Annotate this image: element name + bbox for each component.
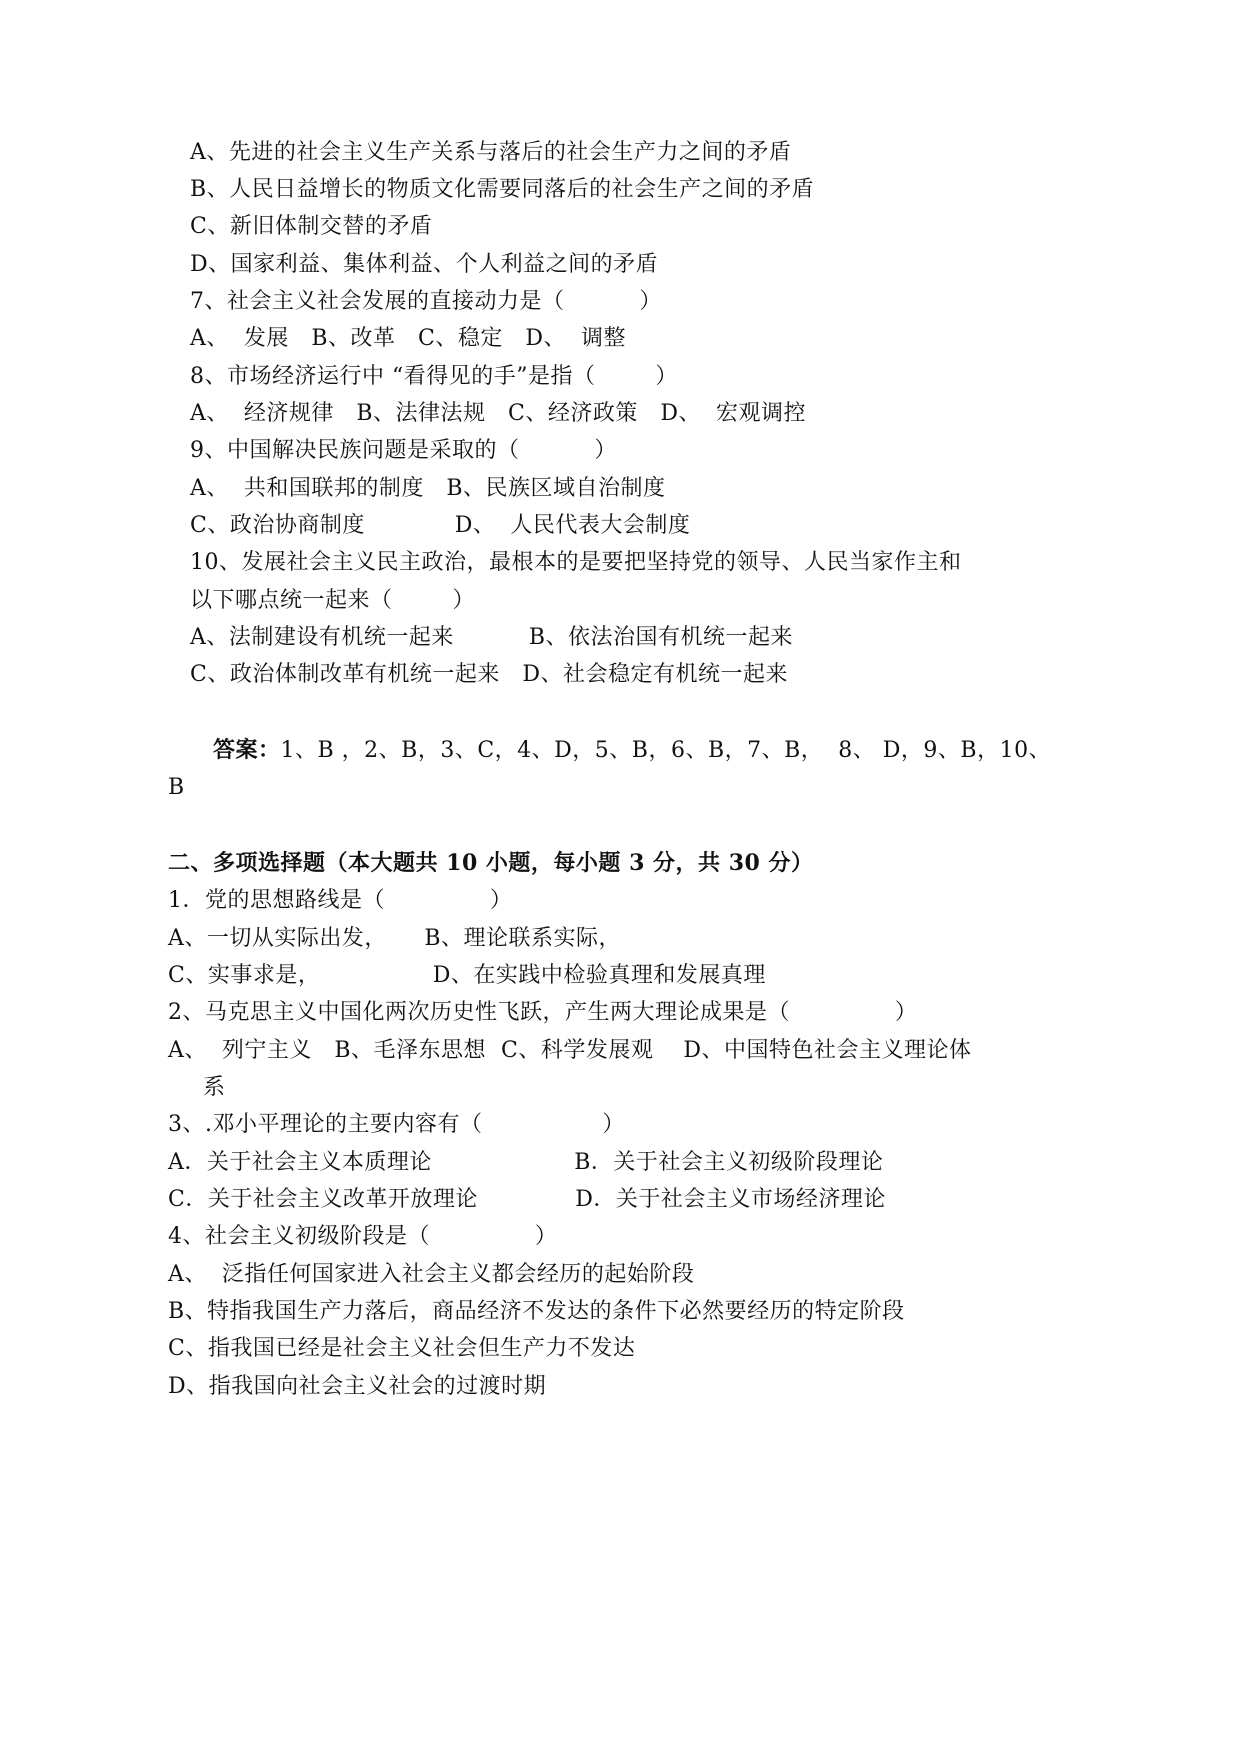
mq1-options-ab: A、一切从实际出发， B、理论联系实际，: [168, 926, 622, 951]
q9-options-cd: C、政治协商制度 D、 人民代表大会制度: [190, 513, 691, 538]
q9-options-ab: A、 共和国联邦的制度 B、民族区域自治制度: [190, 476, 666, 501]
answer-key-continued: B: [168, 775, 185, 800]
q8-stem: 8、市场经济运行中 “看得见的手”是指（ ）: [190, 364, 678, 389]
mq1-options-cd: C、实事求是， D、在实践中检验真理和发展真理: [168, 963, 766, 988]
q10-stem-continued: 以下哪点统一起来（ ）: [190, 588, 475, 613]
mq4-option-d: D、指我国向社会主义社会的过渡时期: [168, 1374, 547, 1399]
mq2-stem: 2、马克思主义中国化两次历史性飞跃，产生两大理论成果是（ ）: [168, 1000, 918, 1025]
mq2-options-continued: 系: [203, 1075, 226, 1100]
q10-stem: 10、发展社会主义民主政治，最根本的是要把坚持党的领导、人民当家作主和: [190, 550, 962, 575]
mq3-stem: 3、.邓小平理论的主要内容有（ ）: [168, 1112, 625, 1137]
mq4-option-b: B、特指我国生产力落后，商品经济不发达的条件下必然要经历的特定阶段: [168, 1299, 905, 1324]
q7-options: A、 发展 B、改革 C、稳定 D、 调整: [190, 326, 626, 351]
section-two-heading: 二、多项选择题（本大题共 10 小题，每小题 3 分，共 30 分）: [168, 850, 814, 876]
q7-stem: 7、社会主义社会发展的直接动力是（ ）: [190, 289, 662, 314]
q10-options-cd: C、政治体制改革有机统一起来 D、社会稳定有机统一起来: [190, 662, 788, 687]
q6-option-d: D、国家利益、集体利益、个人利益之间的矛盾: [190, 252, 659, 277]
q8-options: A、 经济规律 B、法律法规 C、经济政策 D、 宏观调控: [190, 401, 806, 426]
q10-options-ab: A、法制建设有机统一起来 B、依法治国有机统一起来: [190, 625, 793, 650]
answer-key: [213, 735, 1051, 766]
q6-option-b: B、人民日益增长的物质文化需要同落后的社会生产之间的矛盾: [190, 177, 815, 202]
mq4-stem: 4、社会主义初级阶段是（ ）: [168, 1224, 558, 1249]
mq4-option-c: C、指我国已经是社会主义社会但生产力不发达: [168, 1336, 636, 1361]
mq3-options-ab: A．关于社会主义本质理论 B．关于社会主义初级阶段理论: [168, 1150, 884, 1175]
q6-option-c: C、新旧体制交替的矛盾: [190, 214, 433, 239]
mq4-option-a: A、 泛指任何国家进入社会主义都会经历的起始阶段: [168, 1262, 695, 1287]
mq1-stem: 1．党的思想路线是（ ）: [168, 888, 513, 913]
answer-values: 1、B ，2、B，3、C，4、D，5、B，6、B，7、B， 8、 D，9、B，10、: [280, 738, 1052, 763]
answer-label: 答案：: [213, 737, 281, 763]
q9-stem: 9、中国解决民族问题是采取的（ ）: [190, 438, 617, 463]
mq2-options: A、 列宁主义 B、毛泽东思想 C、科学发展观 D、中国特色社会主义理论体: [168, 1038, 972, 1063]
mq3-options-cd: C．关于社会主义改革开放理论 D．关于社会主义市场经济理论: [168, 1187, 886, 1212]
q6-option-a: A、先进的社会主义生产关系与落后的社会生产力之间的矛盾: [190, 140, 792, 165]
